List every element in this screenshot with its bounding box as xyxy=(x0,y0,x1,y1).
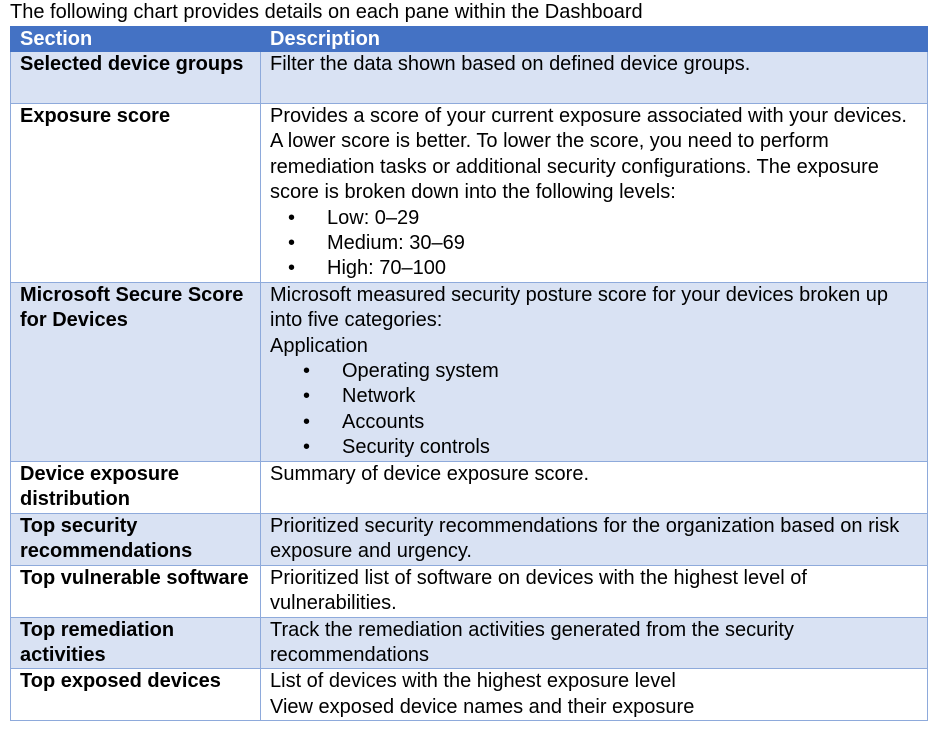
section-cell: Device exposure distribution xyxy=(11,461,261,513)
table-row xyxy=(11,513,928,565)
exposure-levels-list xyxy=(270,206,918,282)
description-cell: Prioritized list of software on devices with the highest level of vulnerabilities. xyxy=(261,565,928,617)
list-item: • Operating system xyxy=(270,359,918,384)
table-row xyxy=(11,617,928,669)
description-text: List of devices with the highest exposure level xyxy=(270,670,676,693)
list-item: • Network xyxy=(270,384,918,409)
section-cell: Top remediation activities xyxy=(11,617,261,669)
description-cell: Summary of device exposure score. xyxy=(261,461,928,513)
description-text-line2: View exposed device names and their exposure xyxy=(270,695,695,718)
dashboard-pane-table xyxy=(10,26,928,721)
description-cell: Prioritized security recommendations for the organization based on risk exposure and urgency. xyxy=(261,513,928,565)
section-cell: Top vulnerable software xyxy=(11,565,261,617)
description-cell xyxy=(261,669,928,721)
list-item: • Accounts xyxy=(270,410,918,435)
table-row xyxy=(11,461,928,513)
header-section: Section xyxy=(11,27,261,52)
section-cell: Top exposed devices xyxy=(11,669,261,721)
description-text: Microsoft measured security posture score for your devices broken up into five categories: xyxy=(270,283,889,332)
table-header xyxy=(11,27,928,52)
description-text: Provides a score of your current exposure associated with your devices. A lower score is better. To lower the score, you need to perform remediation tasks or additional security configurations. The exposure score is broken down into the following levels: xyxy=(270,105,907,204)
description-cell: Filter the data shown based on defined device groups. xyxy=(261,52,928,104)
table-row xyxy=(11,669,928,721)
header-row xyxy=(11,27,928,52)
table-row xyxy=(11,104,928,283)
table-row xyxy=(11,282,928,461)
list-item: • Low: 0–29 xyxy=(270,206,918,231)
description-cell xyxy=(261,104,928,283)
section-cell: Selected device groups xyxy=(11,52,261,104)
table-row xyxy=(11,52,928,104)
score-categories-list xyxy=(270,359,918,461)
list-item: • High: 70–100 xyxy=(270,256,918,281)
section-cell: Top security recommendations xyxy=(11,513,261,565)
first-category: Application xyxy=(270,334,368,357)
header-description: Description xyxy=(261,27,928,52)
section-cell: Exposure score xyxy=(11,104,261,283)
intro-text: The following chart provides details on each pane within the Dashboard xyxy=(10,1,643,23)
description-cell: Track the remediation activities generated from the security recommendations xyxy=(261,617,928,669)
list-item: • Security controls xyxy=(270,435,918,460)
section-cell: Microsoft Secure Score for Devices xyxy=(11,282,261,461)
table-row xyxy=(11,565,928,617)
description-cell xyxy=(261,282,928,461)
list-item: • Medium: 30–69 xyxy=(270,231,918,256)
table-body xyxy=(11,52,928,721)
